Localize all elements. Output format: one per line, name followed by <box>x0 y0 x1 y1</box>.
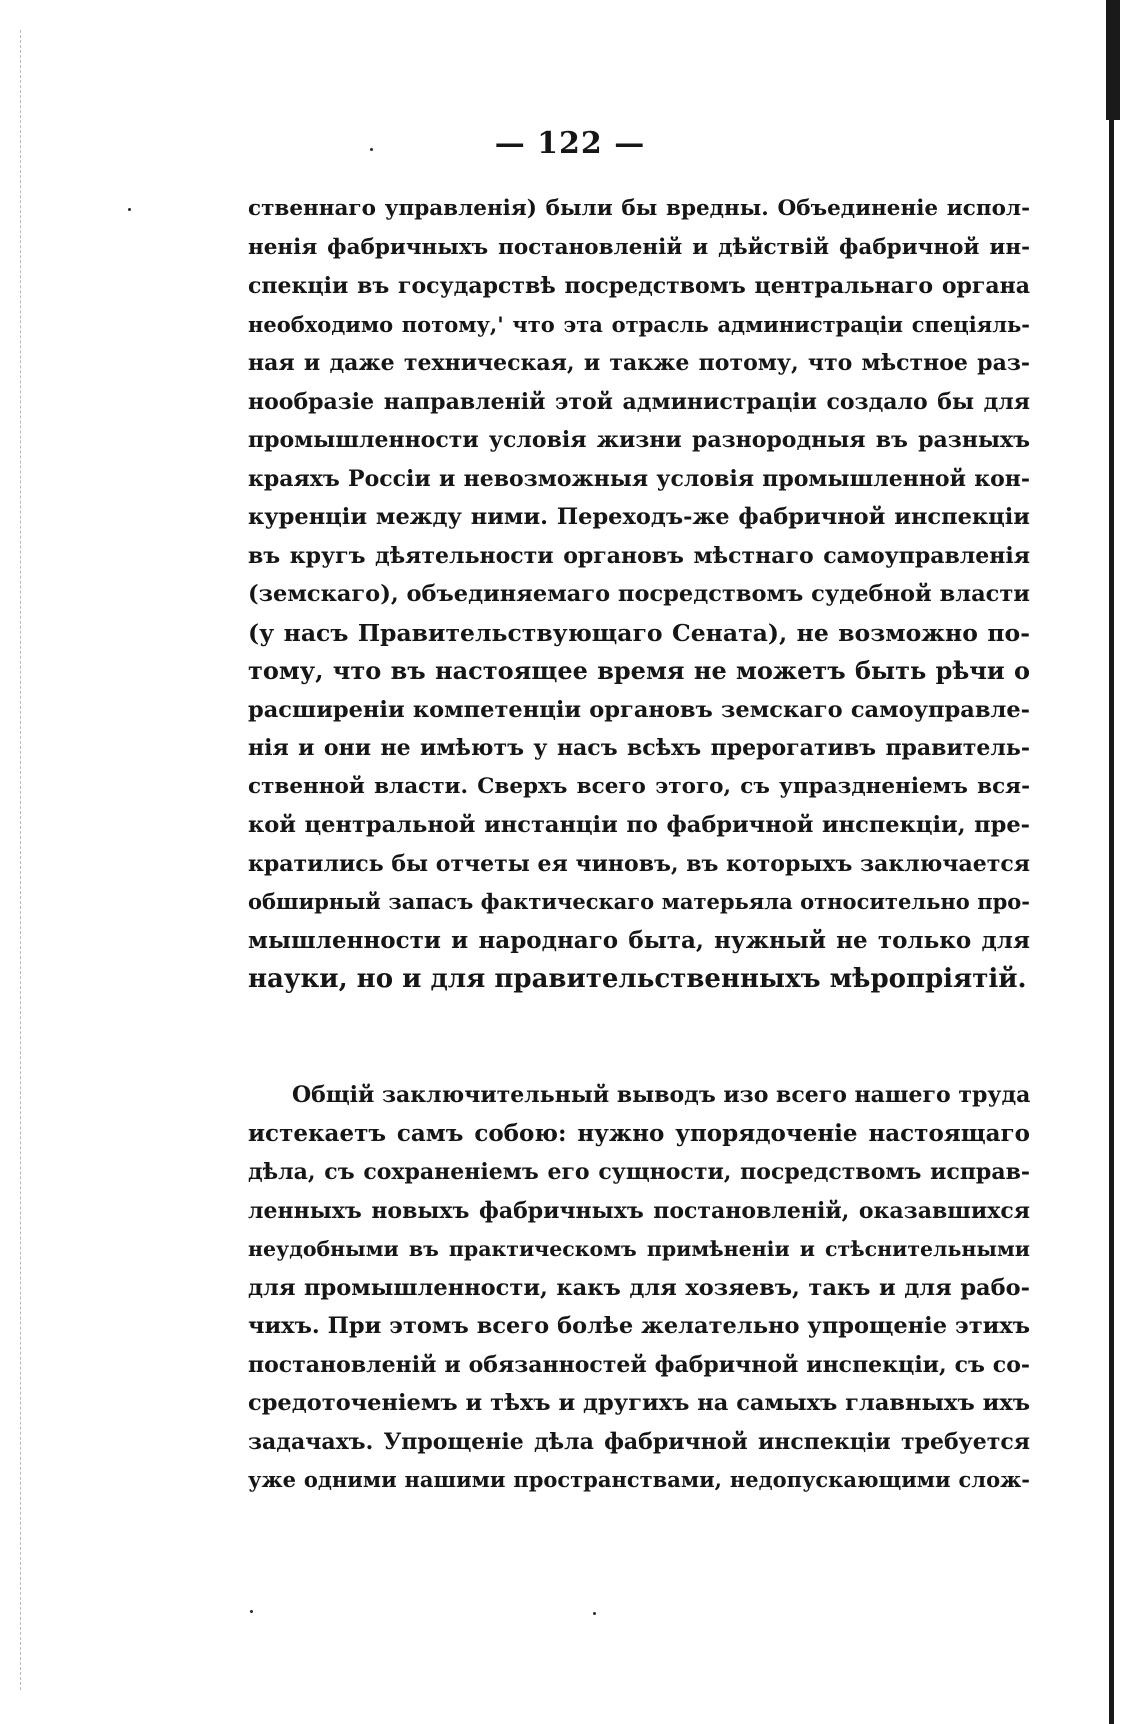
scan-right-edge <box>1109 0 1114 1724</box>
text-line: ственной власти. Сверхъ всего этого, съ упраздненіемъ вся- <box>248 773 1030 799</box>
text-line: (земскаго), объединяемаго посредствомъ судебной власти <box>248 581 1030 607</box>
text-line: мышленности и народнаго быта, нужный не только для <box>248 926 1030 954</box>
text-line: ленныхъ новыхъ фабричныхъ постановленій, оказавшихся <box>248 1197 1030 1224</box>
text-line: промышленности условія жизни разнородныя въ разныхъ <box>248 427 1030 453</box>
text-line: въ кругъ дѣятельности органовъ мѣстнаго самоуправленія <box>248 542 1030 569</box>
scan-speck <box>250 1610 253 1613</box>
text-line: необходимо потому,' что эта отрасль администраціи спеціяль- <box>248 311 1030 337</box>
text-line: ственнаго управленія) были бы вредны. Объединеніе испол- <box>248 196 1030 221</box>
text-line: ная и даже техническая, и также потому, что мѣстное раз- <box>248 350 1030 376</box>
text-line: расширеніи компетенціи органовъ земскаго самоуправле- <box>248 696 1030 723</box>
text-line: ненія фабричныхъ постановленій и дѣйствій фабричной ин- <box>248 234 1030 260</box>
scan-speck <box>593 1612 596 1615</box>
text-line: средоточеніемъ и тѣхъ и другихъ на самыхъ главныхъ ихъ <box>248 1390 1030 1416</box>
text-line: краяхъ Россіи и невозможныя условія промышленной кон- <box>248 465 1030 492</box>
text-line: Общій заключительный выводъ изо всего нашего труда <box>292 1082 1031 1108</box>
text-line: обширный запасъ фактическаго матерьяла относительно про- <box>248 889 1030 914</box>
text-line: куренціи между ними. Переходъ-же фабричной инспекціи <box>248 504 1030 530</box>
text-line: постановленій и обязанностей фабричной инспекціи, съ со- <box>248 1351 1030 1378</box>
text-line: уже одними нашими пространствами, недопускающими слож- <box>248 1467 1030 1492</box>
text-line: спекціи въ государствѣ посредствомъ центральнаго органа <box>248 273 1030 299</box>
scan-speck <box>128 208 131 211</box>
text-line: задачахъ. Упрощеніе дѣла фабричной инспекціи требуется <box>248 1428 1030 1455</box>
text-line: кой центральной инстанціи по фабричной инспекціи, пре- <box>248 812 1030 838</box>
text-line: кратились бы отчеты ея чиновъ, въ которыхъ заключается <box>248 850 1030 877</box>
text-line: дѣла, съ сохраненіемъ его сущности, посредствомъ исправ- <box>248 1159 1030 1185</box>
text-line: истекаетъ самъ собою: нужно упорядоченіе настоящаго <box>248 1119 1030 1147</box>
text-line: тому, что въ настоящее время не можетъ быть рѣчи о <box>248 656 1030 685</box>
page-number: — 122 — <box>494 126 646 161</box>
text-line: для промышленности, какъ для хозяевъ, такъ и для рабо- <box>248 1274 1030 1301</box>
paragraph-continuation <box>248 190 1030 999</box>
scan-left-margin <box>20 30 22 1690</box>
text-line: (у насъ Правительствующаго Сената), не возможно по- <box>248 618 1030 647</box>
text-line: нія и они не имѣютъ у насъ всѣхъ прерогативъ правитель- <box>248 735 1030 761</box>
paragraph-conclusion <box>248 1076 1030 1500</box>
text-line: нообразіе направленій этой администраціи создало бы для <box>248 388 1030 415</box>
text-line: чихъ. При этомъ всего болѣе желательно упрощеніе этихъ <box>248 1313 1030 1339</box>
text-line: науки, но и для правительственныхъ мѣропріятій. <box>248 964 1027 994</box>
text-line: неудобными въ практическомъ примѣненіи и стѣснительными <box>248 1237 1030 1261</box>
